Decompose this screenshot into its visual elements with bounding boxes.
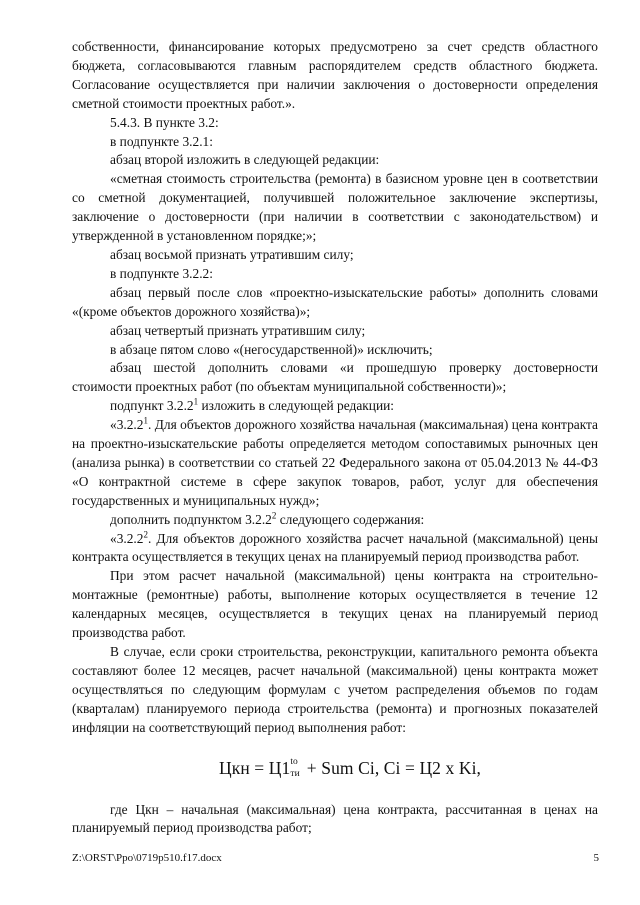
text-span: «3.2.2 <box>110 530 144 546</box>
text-span: «3.2.2 <box>110 417 144 433</box>
text-span: следующего содержания: <box>276 511 425 527</box>
paragraph: абзац второй изложить в следующей редакции: <box>110 152 380 168</box>
paragraph: абзац четвертый признать утратившим силу; <box>110 322 366 338</box>
paragraph <box>72 530 598 568</box>
file-path: Z:\ORST\Ppo\0719p510.f17.docx <box>72 852 222 864</box>
page-number: 5 <box>593 852 599 864</box>
paragraph: в абзаце пятом слово «(негосударственной)» исключить; <box>110 341 433 357</box>
paragraph: абзац шестой дополнить словами «и прошедшую проверку достоверности стоимости проектных работ (по объектам муниципальной собственности)»; <box>72 360 598 395</box>
superscript: 1 <box>143 415 148 426</box>
formula <box>72 756 598 782</box>
text-span: . Для объектов дорожного хозяйства расчет начальной (максимальной) цены контракта осуществляется в текущих ценах на планируемый период производства работ. <box>72 530 598 565</box>
text-span: . Для объектов дорожного хозяйства начальная (максимальная) цена контракта на проектно-изыскательские работы определяется методом сопоставимых рыночных цен (анализа рынка) в соответствии со статьей 22 Федерального закона от 05.04.2013 № 44-ФЗ «О контрактной системе в сфере закупок товаров, работ, услуг для обеспечения государственных и муниципальных нужд»; <box>72 417 598 508</box>
paragraph <box>72 511 598 530</box>
paragraph: собственности, финансирование которых предусмотрено за счет средств областного бюджета, согласовываются главным распорядителем средств областного бюджета. Согласование осуществляется при наличии заключения о достоверности определения сметной стоимости проектных работ.». <box>72 39 598 111</box>
superscript: 1 <box>193 396 199 407</box>
paragraph: абзац первый после слов «проектно-изыскательские работы» дополнить словами «(кроме объектов дорожного хозяйства)»; <box>72 284 598 319</box>
paragraph: При этом расчет начальной (максимальной) цены контракта на строительно-монтажные (ремонтные) работы, выполнение которых осуществляется в течение 12 календарных месяцев, осуществляется в текущих ценах на планируемый период производства работ. <box>72 568 598 641</box>
paragraph: В случае, если сроки строительства, реконструкции, капитального ремонта объекта составляют более 12 месяцев, расчет начальной (максимальной) цены контракта может осуществляться по следующим формулам с учетом распределения объемов по годам (кварталам) планируемого периода строительства (ремонта) и прогнозных показателей инфляции на соответствующий период выполнения работ: <box>72 644 598 735</box>
paragraph: 5.4.3. В пункте 3.2: <box>110 114 219 130</box>
paragraph: в подпункте 3.2.1: <box>110 133 213 149</box>
formula-lhs: Цкн = Ц1 <box>218 757 291 778</box>
paragraph <box>72 397 598 416</box>
document-body <box>72 38 598 838</box>
paragraph: абзац восьмой признать утратившим силу; <box>110 246 354 262</box>
paragraph: «сметная стоимость строительства (ремонта) в базисном уровне цен в соответствии со сметной документацией, получившей положительное заключение экспертизы, заключение о достоверности (при наличии в соответствии с законодательством) и утвержденной в установленном порядке;»; <box>72 171 598 244</box>
superscript: 2 <box>271 510 277 521</box>
paragraph: в подпункте 3.2.2: <box>110 265 213 281</box>
superscript: 2 <box>143 529 148 540</box>
formula-superscript: to <box>290 756 298 767</box>
text-span: подпункт 3.2.2 <box>110 398 194 414</box>
text-span: дополнить подпунктом 3.2.2 <box>110 511 272 527</box>
text-span: изложить в следующей редакции: <box>198 398 394 414</box>
formula-rhs: + Sum Ci, Ci = Ц2 x Ki, <box>302 757 482 778</box>
formula-index <box>290 758 302 782</box>
paragraph: где Цкн – начальная (максимальная) цена контракта, рассчитанная в ценах на планируемый период производства работ; <box>72 801 598 836</box>
formula-subscript: ти <box>290 768 300 779</box>
paragraph <box>72 416 598 511</box>
